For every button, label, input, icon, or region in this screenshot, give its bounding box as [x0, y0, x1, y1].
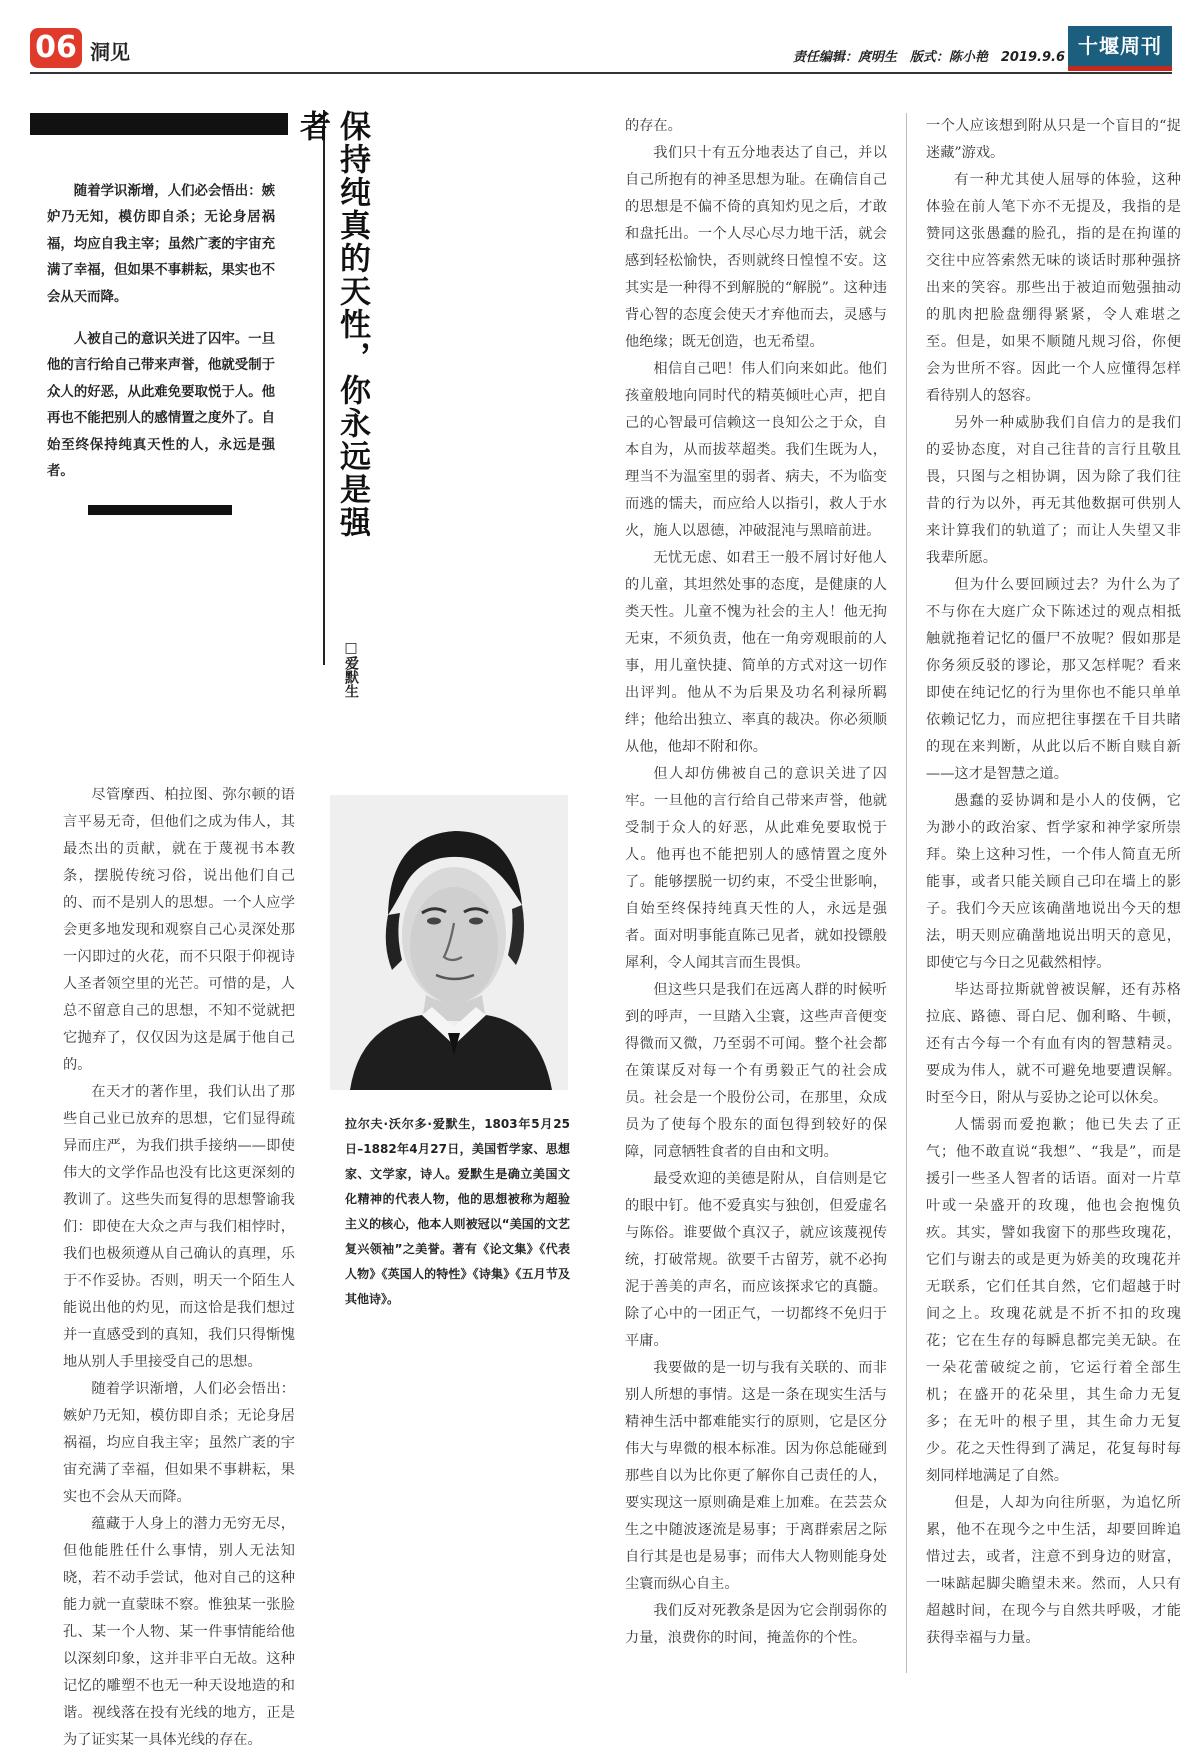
- article-paragraph: 毕达哥拉斯就曾被误解，还有苏格拉底、路德、哥白尼、伽利略、牛顿，还有古今每一个有血有肉的智慧精灵。要成为伟人，就不可避免地要遭误解。时至今日，附从与妥协之论可以休矣。: [926, 982, 1181, 1106]
- article-column-1: [63, 782, 295, 1748]
- author-portrait: [330, 795, 568, 1090]
- editor-credits: 责任编辑：庹明生 版式：陈小艳 2019.9.6: [792, 50, 1065, 65]
- article-paragraph: 另外一种威胁我们自信力的是我们的妥协态度，对自己往昔的言行且敬且畏，只图与之相协调，因为除了我们往昔的行为以外，再无其他数据可供别人来计算我们的轨道了；而让人失望又非我辈所愿。: [926, 415, 1181, 566]
- section-title: 洞见: [90, 40, 130, 64]
- article-paragraph: 相信自己吧！伟人们向来如此。他们孩童般地向同时代的精英倾吐心声，把自己的心智最可信赖这一良知公之于众，自本自为，从而拔萃超类。我们生既为人，理当不为温室里的弱者、病夫，不为临变而逃的懦夫，而应给人以指引，救人于水火，施人以恩德，冲破混沌与黑暗前进。: [625, 361, 887, 539]
- page-number: 06: [30, 28, 82, 68]
- article-paragraph: 随着学识渐增，人们必会悟出：嫉妒乃无知，模仿即自杀；无论身居祸福，均应自我主宰；虽然广袤的宇宙充满了幸福，但如果不事耕耘，果实也不会从天而降。: [63, 1381, 295, 1505]
- pull-quote-top-bar: [30, 113, 288, 135]
- pull-quote-paragraph: 人被自己的意识关进了囚牢。一旦他的言行给自己带来声誉，他就受制于众人的好恶，从此难免要取悦于人。他再也不能把别人的感情置之度外了。自始至终保持纯真天性的人，永远是强者。: [47, 331, 275, 480]
- article-column-3: [926, 113, 1181, 1673]
- pull-quote-bottom-bar: [88, 505, 232, 515]
- article-paragraph: 有一种尤其使人屈辱的体验，这种体验在前人笔下亦不无提及，我指的是赞同这张愚蠢的脸孔，指的是在拘谨的交往中应答索然无味的谈话时那种强挤出来的笑容。那些出于被迫而勉强抽动的肌肉把脸盘绷得紧紧，令人难堪之至。但是，如果不顺随凡规习俗，你便会为世所不容。因此一个人应懂得怎样看待别人的怒容。: [926, 172, 1181, 404]
- article-paragraph: 我们只十有五分地表达了自己，并以自己所抱有的神圣思想为耻。在确信自己的思想是不偏不倚的真知灼见之后，才敢和盘托出。一个人尽心尽力地干活，就会感到轻松愉快，否则就终日惶惶不安。这其实是一种得不到解脱的“解脱”。这种违背心智的态度会使天才弃他而去，灵感与他绝缘；既无创造，也无希望。: [625, 145, 887, 350]
- portrait-engraving-icon: [330, 795, 568, 1090]
- caption-name: 拉尔夫·沃尔多·爱默生: [345, 1117, 472, 1131]
- pull-quote-paragraph: 随着学识渐增，人们必会悟出：嫉妒乃无知，模仿即自杀；无论身居祸福，均应自我主宰；虽然广袤的宇宙充满了幸福，但如果不事耕耘，果实也不会从天而降。: [47, 183, 275, 305]
- article-paragraph: 我们反对死教条是因为它会削弱你的力量，浪费你的时间，掩盖你的个性。: [625, 1603, 887, 1646]
- article-paragraph: 在天才的著作里，我们认出了那些自己业已放弃的思想，它们显得疏异而庄严，为我们拱手接纳——即使伟大的文学作品也没有比这更深刻的教训了。这些失而复得的思想警谕我们：即使在大众之声与我们相悖时，我们也极须遵从自己确认的真理，乐于不作妥协。否则，明天一个陌生人能说出他的灼见，而这恰是我们想过并一直感受到的真知，我们只得惭愧地从别人手里接受自己的思想。: [63, 1084, 295, 1370]
- article-paragraph: 一个人应该想到附从只是一个盲目的“捉迷藏”游戏。: [926, 118, 1181, 161]
- article-paragraph: 蕴藏于人身上的潜力无穷无尽，但他能胜任什么事情，别人无法知晓，若不动手尝试，他对自己的这种能力就一直蒙昧不察。惟独某一张脸孔、某一个人物、某一件事情能给他以深刻印象，这并非平白无故。这种记忆的雕塑不也无一种天设地造的和谐。视线落在投有光线的地方，正是为了证实某一具体光线的存在。: [63, 1516, 295, 1748]
- pull-quote: [47, 178, 275, 500]
- article-paragraph: 但人却仿佛被自己的意识关进了囚牢。一旦他的言行给自己带来声誉，他就受制于众人的好恶，从此难免要取悦于人。他再也不能把别人的感情置之度外了。能够摆脱一切约束，不受尘世影响，自始至终保持纯真天性的人，永远是强者。面对明事能直陈己见者，就如投镖般犀利，令人闻其言而生畏惧。: [625, 766, 887, 971]
- article-paragraph: 我要做的是一切与我有关联的、而非别人所想的事情。这是一条在现实生活与精神生活中都难能实行的原则，它是区分伟大与卑微的根本标准。因为你总能碰到那些自以为比你更了解你自己责任的人，要实现这一原则确是难上加难。在芸芸众生之中随波逐流是易事；于离群索居之际自行其是也是易事；而伟大人物则能身处尘寰而纵心自主。: [625, 1360, 887, 1592]
- article-paragraph: 的存在。: [625, 118, 682, 134]
- caption-text: ，1803年5月25日–1882年4月27日，美国哲学家、思想家、文学家，诗人。爱默生是确立美国文化精神的代表人物，他的思想被称为超验主义的核心，他本人则被冠以“美国的文艺复兴领袖”之美誉。著有《论文集》《代表人物》《英国人的特性》《诗集》《五月节及其他诗》。: [345, 1117, 571, 1306]
- article-paragraph: 尽管摩西、柏拉图、弥尔顿的语言平易无奇，但他们之成为伟人，其最杰出的贡献，就在于蔑视书本教条，摆脱传统习俗，说出他们自己的、而不是别人的思想。一个人应学会更多地发现和观察自己心灵深处那一闪即过的火花，而不只限于仰视诗人圣者领空里的光芒。可惜的是，人总不留意自己的思想，不知不觉就把它抛弃了，仅仅因为这是属于他自己的。: [63, 787, 295, 1073]
- article-paragraph: 无忧无虑、如君王一般不屑讨好他人的儿童，其坦然处事的态度，是健康的人类天性。儿童不愧为社会的主人！他无拘无束，不须负责，他在一角旁观眼前的人事，用儿童快捷、简单的方式对这一切作出评判。他从不为后果及功名利禄所羁绊；他给出独立、率真的裁决。你必须顺从他，他却不附和你。: [625, 550, 887, 755]
- masthead-accent-bar: [1068, 66, 1172, 71]
- header-rule: [30, 72, 1172, 74]
- article-paragraph: 愚蠢的妥协调和是小人的伎俩，它为渺小的政治家、哲学家和神学家所崇拜。染上这种习性，一个伟人简直无所能事，或者只能关顾自己印在墙上的影子。我们今天应该确凿地说出今天的想法，明天则应确凿地说出明天的意见，即使它与今日之见截然相悖。: [926, 793, 1181, 971]
- column-rule: [906, 113, 907, 1673]
- article-column-2: [625, 113, 887, 1703]
- article-byline: □爱默生: [343, 640, 359, 698]
- masthead-logo: 十堰周刊: [1068, 26, 1172, 66]
- article-paragraph: 但这些只是我们在远离人群的时候听到的呼声，一旦踏入尘寰，这些声音便变得微而又微，乃至弱不可闻。整个社会都在策谋反对每一个有勇毅正气的社会成员。社会是一个股份公司，在那里，众成员为了使每个股东的面包得到较好的保障，同意牺牲食者的自由和文明。: [625, 982, 887, 1160]
- article-paragraph: 最受欢迎的美德是附从，自信则是它的眼中钉。他不爱真实与独创，但爱虚名与陈俗。谁要做个真汉子，就应该蔑视传统，打破常规。欲要千古留芳，就不必拘泥于善美的声名，而应该探求它的真髓。除了心中的一团正气，一切都终不免归于平庸。: [625, 1171, 887, 1349]
- title-divider: [323, 110, 325, 665]
- article-title: 保持纯真的天性，你永远是强者: [294, 110, 370, 539]
- article-paragraph: 人懦弱而爱抱歉；他已失去了正气；他不敢直说“我想”、“我是”，而是援引一些圣人智者的话语。面对一片草叶或一朵盛开的玫瑰，他也会抱愧负疚。其实，譬如我窗下的那些玫瑰花，它们与谢去的或是更为娇美的玫瑰花并无联系，它们任其自然，它们超越于时间之上。玫瑰花就是不折不扣的玫瑰花；它在生存的每瞬息都完美无缺。在一朵花蕾破绽之前，它运行着全部生机；在盛开的花朵里，其生命力无复多；在无叶的根子里，其生命力无复少。花之天性得到了满足，花复每时每刻同样地满足了自然。: [926, 1117, 1181, 1484]
- article-paragraph: 但为什么要回顾过去？为什么为了不与你在大庭广众下陈述过的观点相抵触就拖着记忆的僵尸不放呢？假如那是你务须反驳的谬论，那又怎样呢？看来即使在纯记忆的行为里你也不能只单单依赖记忆力，而应把往事摆在千目共睹的现在来判断，从此以后不断自赎自新——这才是智慧之道。: [926, 577, 1181, 782]
- article-paragraph: 但是，人却为向往所驱，为追忆所累，他不在现今之中生活，却要回眸追惜过去，或者，注意不到身边的财富，一味踮起脚尖瞻望未来。然而，人只有超越时间，在现今与自然共呼吸，才能获得幸福与力量。: [926, 1495, 1181, 1646]
- portrait-caption: [345, 1112, 570, 1312]
